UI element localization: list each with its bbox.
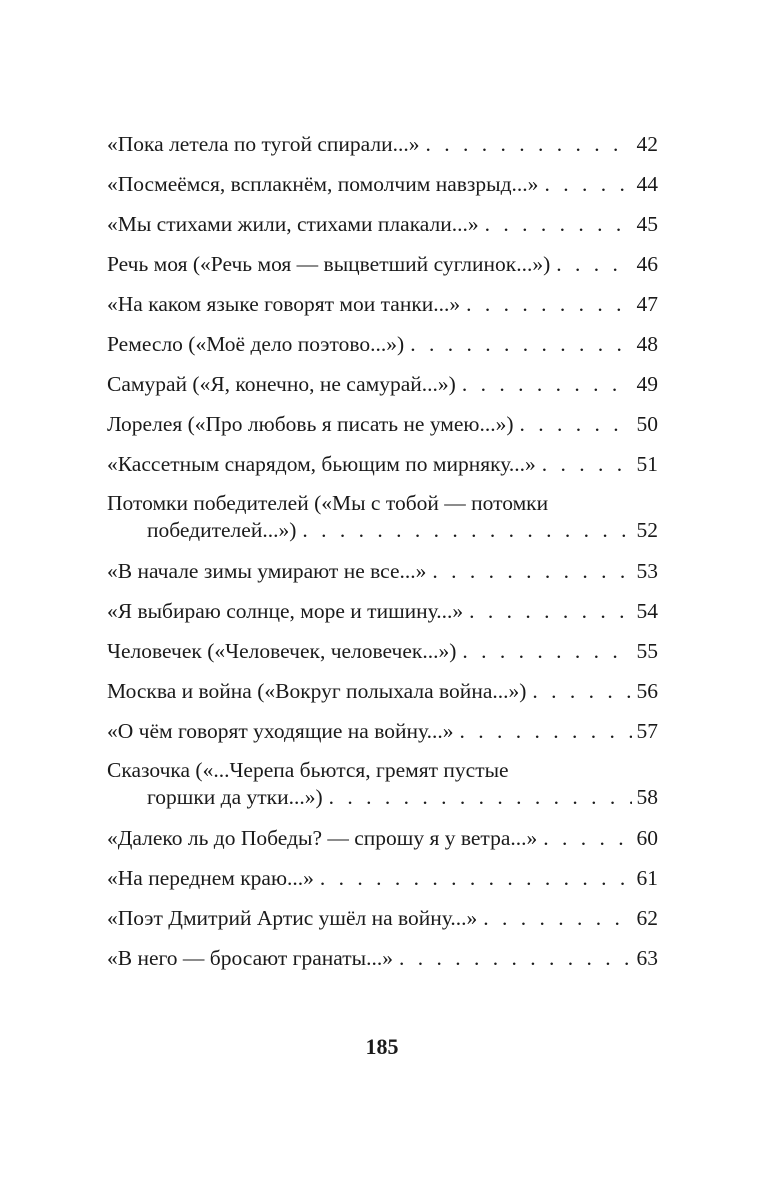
toc-entry (107, 244, 658, 284)
toc-entry-page: 63 (636, 946, 658, 970)
dot-leader (296, 517, 632, 544)
dot-leader (537, 818, 632, 858)
dot-leader (526, 671, 632, 711)
toc-entry-page: 52 (636, 518, 658, 542)
toc-entry (107, 591, 658, 631)
dot-leader (419, 124, 632, 164)
toc-entry-page: 61 (636, 866, 658, 890)
toc-entry (107, 938, 658, 978)
toc-entry-title-continued: горшки да утки...») (147, 785, 323, 809)
dot-leader (426, 551, 632, 591)
dot-leader (514, 404, 632, 444)
toc-entry-page: 44 (636, 172, 658, 196)
toc-entry-page: 47 (636, 292, 658, 316)
toc-entry (107, 484, 658, 551)
toc-entry-title-continued: победителей...») (147, 518, 297, 542)
toc-entry (107, 164, 658, 204)
toc-entry-page: 57 (636, 719, 658, 743)
toc-entry-page: 53 (636, 559, 658, 583)
toc-entry (107, 631, 658, 671)
toc-entry-title: «Поэт Дмитрий Артис ушёл на войну...» (107, 906, 478, 930)
toc-entry-page: 49 (636, 372, 658, 396)
dot-leader (538, 164, 632, 204)
toc-entry-title: «На переднем краю...» (107, 866, 314, 890)
toc-entry (107, 751, 658, 818)
toc-entry-title: «Пока летела по тугой спирали...» (107, 132, 420, 156)
toc-entry-title: «О чём говорят уходящие на войну...» (107, 719, 454, 743)
toc-entry-page: 45 (636, 212, 658, 236)
dot-leader (314, 858, 632, 898)
toc-entry (107, 324, 658, 364)
toc-entry-title: Самурай («Я, конечно, не самурай...») (107, 372, 456, 396)
toc-entry-title: «В него — бросают гранаты...» (107, 946, 393, 970)
toc-entry (107, 404, 658, 444)
dot-leader (393, 938, 632, 978)
dot-leader (404, 324, 632, 364)
toc-entry-title: «Мы стихами жили, стихами плакали...» (107, 212, 479, 236)
toc-entry-title: Москва и война («Вокруг полыхала война...») (107, 679, 527, 703)
toc-entry-page: 46 (636, 252, 658, 276)
toc-entry-title: «В начале зимы умирают не все...» (107, 559, 427, 583)
toc-entry (107, 671, 658, 711)
toc-entry-title: Потомки победителей («Мы с тобой — потомки (107, 491, 549, 515)
toc-entry-title: «Я выбираю солнце, море и тишину...» (107, 599, 464, 623)
toc-entry (107, 858, 658, 898)
toc-entry-title: Сказочка («...Черепа бьются, гремят пустые (107, 758, 509, 782)
dot-leader (323, 784, 632, 811)
toc-entry-title: «Посмеёмся, всплакнём, помолчим навзрыд...» (107, 172, 539, 196)
toc-entry (107, 284, 658, 324)
toc-entry-title: «На каком языке говорят мои танки...» (107, 292, 461, 316)
toc-entry-page: 48 (636, 332, 658, 356)
toc-entry (107, 711, 658, 751)
dot-leader (456, 631, 632, 671)
toc-entry-page: 50 (636, 412, 658, 436)
toc-entry-title: Ремесло («Моё дело поэтово...») (107, 332, 405, 356)
page-number: 185 (365, 1034, 399, 1059)
toc-entry-page: 55 (636, 639, 658, 663)
toc-entry-title: Лорелея («Про любовь я писать не умею...») (107, 412, 514, 436)
toc-entry (107, 204, 658, 244)
toc-entry-page: 58 (636, 785, 658, 809)
toc-entry-page: 51 (636, 452, 658, 476)
toc-entry (107, 444, 658, 484)
toc-entry (107, 551, 658, 591)
toc-entry-title: «Далеко ль до Победы? — спрошу я у ветра...» (107, 826, 538, 850)
toc-entry-page: 62 (636, 906, 658, 930)
dot-leader (536, 444, 632, 484)
dot-leader (477, 898, 632, 938)
toc-entry-page: 56 (636, 679, 658, 703)
dot-leader (550, 244, 632, 284)
toc-entry (107, 898, 658, 938)
table-of-contents (107, 124, 658, 978)
toc-entry-page: 60 (636, 826, 658, 850)
toc-entry-page: 54 (636, 599, 658, 623)
toc-entry-title: Речь моя («Речь моя — выцветший суглинок...») (107, 252, 551, 276)
dot-leader (463, 591, 632, 631)
toc-entry-title: Человечек («Человечек, человечек...») (107, 639, 457, 663)
dot-leader (453, 711, 632, 751)
toc-entry-page: 42 (636, 132, 658, 156)
dot-leader (456, 364, 632, 404)
toc-entry (107, 124, 658, 164)
dot-leader (460, 284, 632, 324)
toc-entry-title: «Кассетным снарядом, бьющим по мирняку...» (107, 452, 536, 476)
toc-entry (107, 364, 658, 404)
toc-entry (107, 818, 658, 858)
dot-leader (479, 204, 632, 244)
